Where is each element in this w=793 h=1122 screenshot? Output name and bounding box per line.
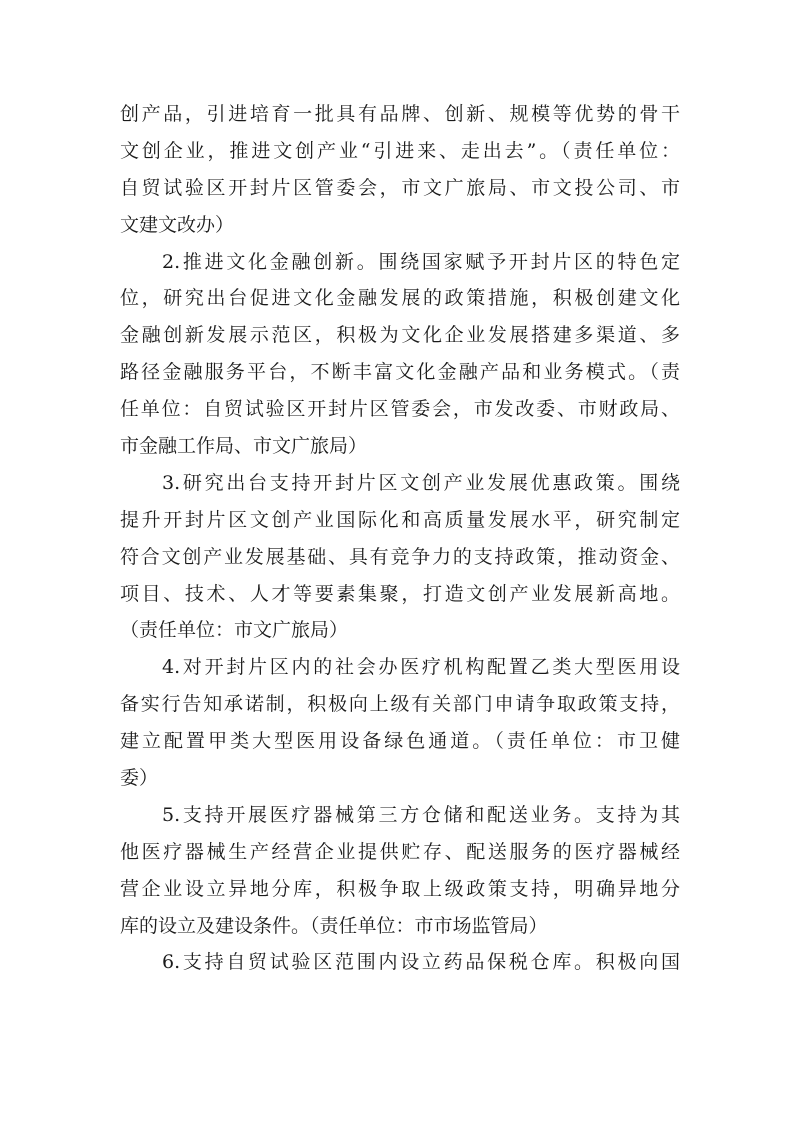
document-body — [120, 96, 680, 981]
paragraph-line: 他医疗器械生产经营企业提供贮存、配送服务的医疗器械经 — [120, 840, 680, 863]
paragraph-line: 市金融工作局、市文广旅局） — [120, 435, 368, 458]
paragraph-line: 位，研究出台促进文化金融发展的政策措施，积极创建文化 — [120, 287, 680, 310]
paragraph-line: 提升开封片区文创产业国际化和高质量发展水平，研究制定 — [120, 508, 680, 531]
paragraph-line: 路径金融服务平台，不断丰富文化金融产品和业务模式。（责 — [120, 361, 680, 384]
paragraph-line: 营企业设立异地分库，积极争取上级政策支持，明确异地分 — [120, 877, 680, 900]
paragraph-line: 委） — [120, 767, 159, 790]
paragraph-line: 备实行告知承诺制，积极向上级有关部门申请争取政策支持， — [120, 693, 680, 716]
paragraph-line: 符合文创产业发展基础、具有竞争力的支持政策，推动资金、 — [120, 545, 680, 568]
paragraph-first-line: 4.对开封片区内的社会办医疗机构配置乙类大型医用设 — [162, 656, 680, 679]
paragraph-line: 任单位：自贸试验区开封片区管委会，市发改委、市财政局、 — [120, 398, 680, 421]
paragraph-line: 库的设立及建设条件。（责任单位：市市场监管局） — [120, 914, 548, 937]
paragraph-line: （责任单位：市文广旅局） — [120, 619, 349, 642]
paragraph-first-line: 5.支持开展医疗器械第三方仓储和配送业务。支持为其 — [162, 803, 680, 826]
paragraph-line: 金融创新发展示范区，积极为文化企业发展搭建多渠道、多 — [120, 324, 680, 347]
paragraph-line: 建立配置甲类大型医用设备绿色通道。（责任单位：市卫健 — [120, 730, 680, 753]
paragraph-line: 文建文改办） — [120, 213, 235, 236]
paragraph-first-line: 6.支持自贸试验区范围内设立药品保税仓库。积极向国 — [162, 951, 680, 974]
paragraph-line: 自贸试验区开封片区管委会，市文广旅局、市文投公司、市 — [120, 176, 680, 199]
paragraph-line: 项目、技术、人才等要素集聚，打造文创产业发展新高地。 — [120, 582, 680, 605]
paragraph-first-line: 2.推进文化金融创新。围绕国家赋予开封片区的特色定 — [162, 250, 680, 273]
paragraph-first-line: 3.研究出台支持开封片区文创产业发展优惠政策。围绕 — [162, 471, 680, 494]
paragraph-line: 创产品，引进培育一批具有品牌、创新、规模等优势的骨干 — [120, 103, 680, 125]
paragraph-line: 文创企业，推进文创产业“引进来、走出去”。（责任单位： — [120, 139, 680, 162]
